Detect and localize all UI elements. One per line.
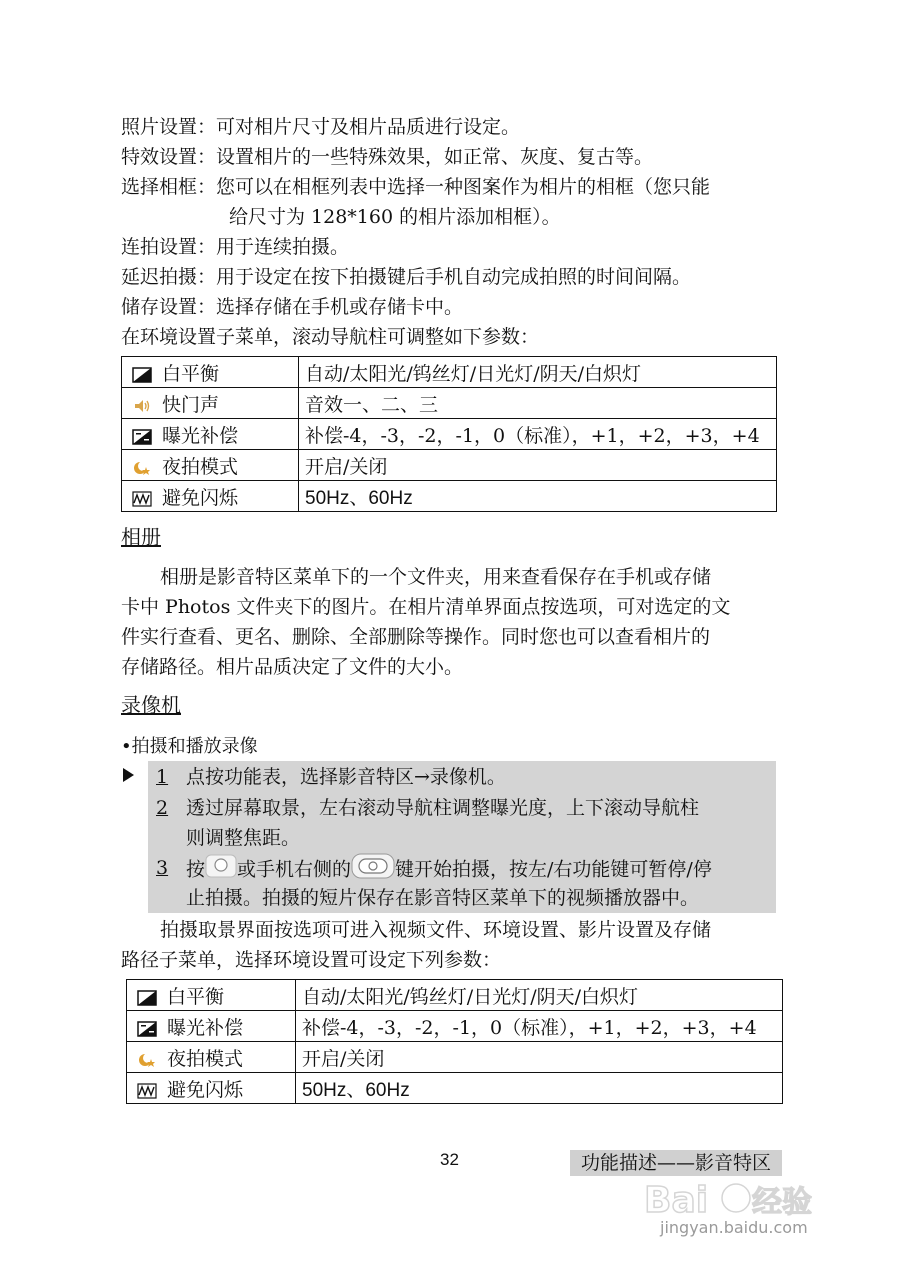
album-text-line: 相册是影音特区菜单下的一个文件夹，用来查看保存在手机或存储 [160,566,712,588]
param-value: 自动/太阳光/钨丝灯/日光灯/阴天/白炽灯 [296,980,783,1011]
para-effect-settings: 特效设置：设置相片的一些特殊效果，如正常、灰度、复古等。 [121,146,654,168]
night-mode-icon [132,460,152,476]
param-value: 补偿-4，-3，-2，-1，0（标准），+1，+2，+3，+4 [296,1011,783,1042]
baidu-watermark-logo [640,1170,850,1250]
album-heading: 相册 [121,525,161,549]
table-row [127,980,783,1011]
night-mode-icon [137,1052,157,1068]
white-balance-icon [132,367,152,383]
camera-params-table [121,356,777,512]
step-1: 1 点按功能表，选择影音特区→录像机。 [156,766,506,788]
anti-flicker-icon [137,1083,157,1099]
video-after-line: 路径子菜单，选择环境设置可设定下列参数： [121,949,502,971]
param-value: 自动/太阳光/钨丝灯/日光灯/阴天/白炽灯 [299,357,777,388]
table-row [122,388,777,419]
param-name: 避免闪烁 [162,486,239,509]
steps-box [148,761,776,913]
page-number: 32 [440,1150,459,1169]
env-intro-camera: 在环境设置子菜单，滚动导航柱可调整如下参数： [121,326,540,348]
video-params-table [126,979,783,1104]
param-name: 曝光补偿 [162,424,239,447]
param-name: 白平衡 [162,362,220,385]
param-value: 音效一、二、三 [299,388,777,419]
table-row [122,481,777,512]
album-text-line: 卡中 Photos 文件夹下的图片。在相片清单界面点按选项，可对选定的文 [121,596,731,618]
album-text-line: 件实行查看、更名、删除、全部删除等操作。同时您也可以查看相片的 [121,626,711,648]
anti-flicker-icon [132,491,152,507]
table-row [122,419,777,450]
para-photo-settings: 照片设置：可对相片尺寸及相片品质进行设定。 [121,116,521,138]
svg-text:Bai: Bai [644,1180,709,1221]
para-burst-settings: 连拍设置：用于连续拍摄。 [121,236,350,258]
param-value: 50Hz、60Hz [296,1073,783,1104]
param-name: 夜拍模式 [162,455,239,478]
step-3-cont: 止拍摄。拍摄的短片保存在影音特区菜单下的视频播放器中。 [186,887,700,909]
table-row [122,357,777,388]
watermark-url: jingyan.baidu.com [660,1218,808,1237]
param-value: 开启/关闭 [299,450,777,481]
table-row [127,1011,783,1042]
speaker-icon [132,398,152,414]
album-text-line: 存储路径。相片品质决定了文件的大小。 [121,656,464,678]
param-name: 避免闪烁 [167,1078,244,1101]
param-name: 白平衡 [167,985,225,1008]
exposure-icon [137,1021,157,1037]
para-delay-shot: 延迟拍摄：用于设定在按下拍摄键后手机自动完成拍照的时间间隔。 [121,266,692,288]
param-name: 曝光补偿 [167,1016,244,1039]
table-row [122,450,777,481]
exposure-icon [132,429,152,445]
step-2-cont: 则调整焦距。 [186,827,301,849]
param-value: 开启/关闭 [296,1042,783,1073]
para-frame-select: 选择相框：您可以在相框列表中选择一种图案作为相片的相框（您只能 [121,176,711,198]
white-balance-icon [137,990,157,1006]
param-name: 夜拍模式 [167,1047,244,1070]
para-storage-settings: 储存设置：选择存储在手机或存储卡中。 [121,296,464,318]
table-row [127,1042,783,1073]
param-name: 快门声 [162,393,220,416]
video-bullet: •拍摄和播放录像 [121,736,258,757]
step-2: 2 透过屏幕取景，左右滚动导航柱调整曝光度，上下滚动导航柱 [156,797,700,819]
param-value: 补偿-4，-3，-2，-1，0（标准），+1，+2，+3，+4 [299,419,777,450]
video-after-line: 拍摄取景界面按选项可进入视频文件、环境设置、影片设置及存储 [160,919,712,941]
step-3: 3 按 或手机右侧的 键开始拍摄，按左/右功能键可暂停/停 [148,853,768,883]
para-frame-select-cont: 给尺寸为 128*160 的相片添加相框）。 [229,206,561,228]
table-row [127,1073,783,1104]
param-value: 50Hz、60Hz [299,481,777,512]
arrow-bullet-icon [123,768,134,782]
footer-title: 功能描述——影音特区 [570,1150,782,1176]
svg-text:经验: 经验 [752,1185,812,1220]
video-heading: 录像机 [121,693,181,717]
